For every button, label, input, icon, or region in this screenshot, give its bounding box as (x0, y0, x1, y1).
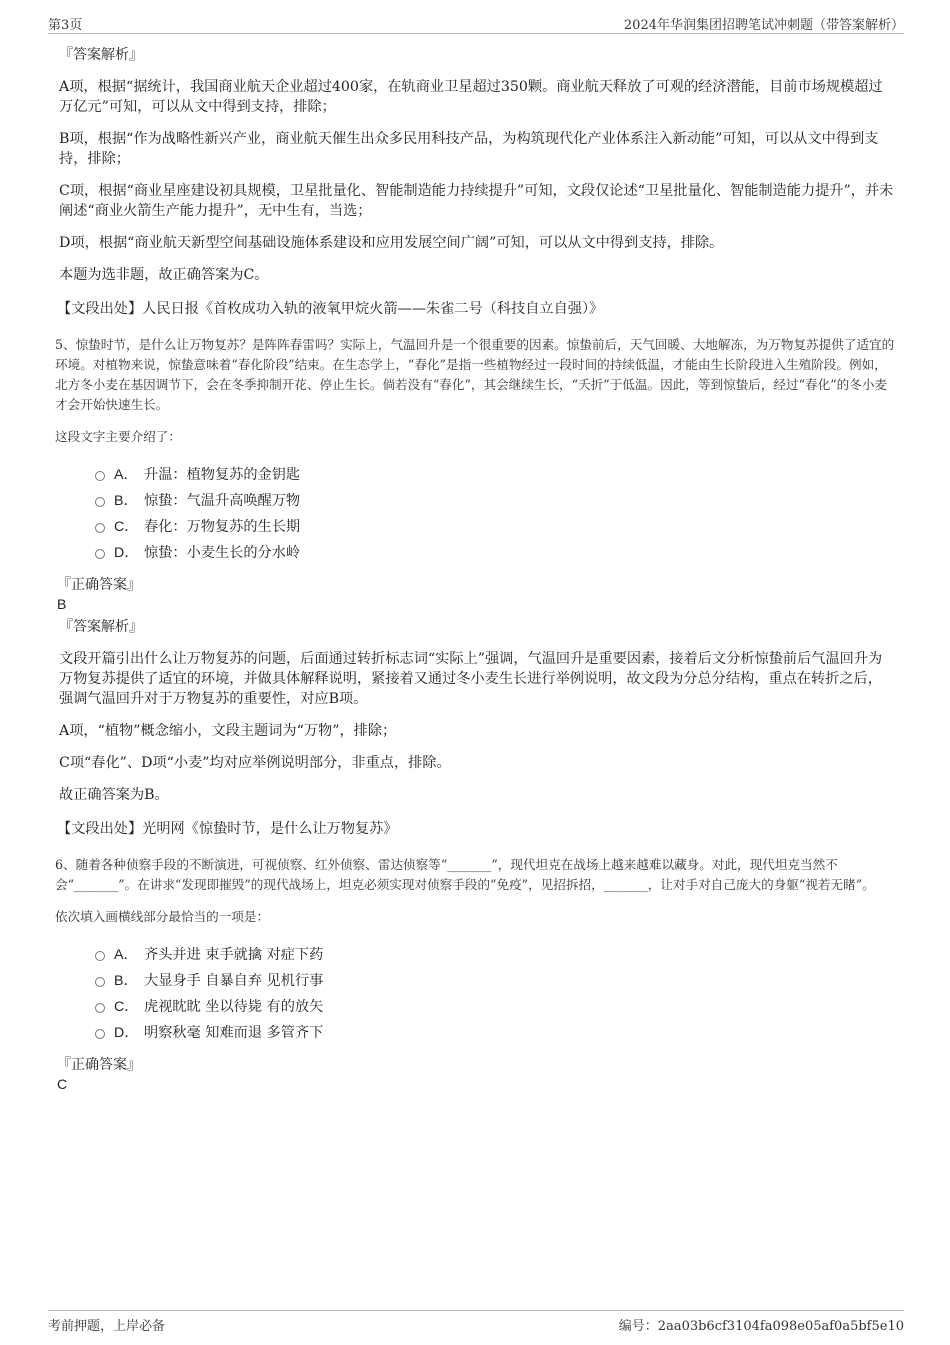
q6-answer-label: 『正确答案』 (57, 1057, 141, 1073)
q4-explain-c: C项，根据“商业星座建设初具规模，卫星批量化、智能制造能力持续提升”可知，文段仅论述“卫星批量化、智能制造能力提升”，并未阐述“商业火箭生产能力提升”，无中生有，当选； (59, 183, 894, 219)
q5-option-d[interactable]: D． 惊蛰：小麦生长的分水岭 (95, 539, 895, 565)
q5-source: 【文段出处】光明网《惊蛰时节，是什么让万物复苏》 (57, 821, 398, 837)
q6-option-b[interactable]: B． 大显身手 自暴自弃 见机行事 (95, 967, 895, 993)
q5-options (55, 461, 895, 565)
radio-icon[interactable] (95, 523, 105, 533)
q5-explain-main: 文段开篇引出什么让万物复苏的问题，后面通过转折标志词“实际上”强调，气温回升是重要因素，接着后文分析惊蛰前后气温回升为万物复苏提供了适宜的环境，并做具体解释说明，紧接着又通过冬小麦生长进行举例说明，故文段为分总分结构，重点在转折之后，强调气温回升对于万物复苏的重要性，对应B项。 (59, 651, 883, 707)
q5-answer: B (57, 596, 67, 612)
page-header (48, 12, 904, 34)
q4-source: 【文段出处】人民日报《首枚成功入轨的液氧甲烷火箭——朱雀二号（科技自立自强）》 (57, 301, 604, 317)
q5-question: 5、惊蛰时节，是什么让万物复苏？是阵阵春雷吗？实际上，气温回升是一个很重要的因素。惊蛰前后，天气回暖、大地解冻，为万物复苏提供了适宜的环境。对植物来说，惊蛰意味着“春化阶段”结束。在生态学上，“春化”是指一些植物经过一段时间的持续低温，才能由生长阶段进入生殖阶段。例如，北方冬小麦在基因调节下，会在冬季抑制开花、停止生长。倘若没有“春化”，其会继续生长，“夭折”于低温。因此，等到惊蛰后，经过“春化”的冬小麦才会开始快速生长。 (55, 337, 895, 412)
q4-explain-b: B项，根据“作为战略性新兴产业，商业航天催生出众多民用科技产品，为构筑现代化产业体系注入新动能”可知，可以从文中得到支持，排除； (59, 131, 879, 167)
radio-icon[interactable] (95, 497, 105, 507)
q6-option-c[interactable]: C． 虎视眈眈 坐以待毙 有的放矢 (95, 993, 895, 1019)
page-number: 第3页 (48, 18, 83, 33)
q5-answer-label: 『正确答案』 (57, 577, 141, 593)
q5-explain-a: A项，“植物”概念缩小，文段主题词为“万物”，排除； (59, 723, 397, 739)
radio-icon[interactable] (95, 977, 105, 987)
document-title: 2024年华润集团招聘笔试冲刺题（带答案解析） (623, 18, 904, 33)
radio-icon[interactable] (95, 1003, 105, 1013)
q6-option-a[interactable]: A． 齐头并进 束手就擒 对症下药 (95, 941, 895, 967)
q5-prompt: 这段文字主要介绍了： (55, 429, 181, 444)
document-id: 编号：2aa03b6cf3104fa098e05af0a5bf5e10 (618, 1319, 904, 1334)
q5-option-a[interactable]: A． 升温：植物复苏的金钥匙 (95, 461, 895, 487)
q6-prompt: 依次填入画横线部分最恰当的一项是： (55, 909, 270, 924)
radio-icon[interactable] (95, 951, 105, 961)
q5-explain-label: 『答案解析』 (59, 619, 143, 635)
q4-explain-d: D项，根据“商业航天新型空间基础设施体系建设和应用发展空间广阔”可知，可以从文中得到支持，排除。 (59, 235, 724, 251)
q6-options (55, 941, 895, 1045)
q6-question: 6、随着各种侦察手段的不断演进，可视侦察、红外侦察、雷达侦察等“_______”，现代坦克在战场上越来越难以藏身。对此，现代坦克当然不会“_______”。在讲求“发现即摧毁”的现代战场上，坦克必须实现对侦察手段的“免疫”，见招拆招，_______，让对手对自己庞大的身躯“视若无睹”。 (55, 857, 875, 892)
radio-icon[interactable] (95, 549, 105, 559)
q5-option-b[interactable]: B． 惊蛰：气温升高唤醒万物 (95, 487, 895, 513)
main-content (55, 45, 895, 1093)
radio-icon[interactable] (95, 471, 105, 481)
q6-option-d[interactable]: D． 明察秋毫 知难而退 多管齐下 (95, 1019, 895, 1045)
q5-option-c[interactable]: C． 春化：万物复苏的生长期 (95, 513, 895, 539)
q6-answer: C (57, 1076, 68, 1092)
q4-explain-a: A项，根据“据统计，我国商业航天企业超过400家，在轨商业卫星超过350颗。商业航天释放了可观的经济潜能，目前市场规模超过万亿元”可知，可以从文中得到支持，排除； (59, 79, 883, 115)
page-footer (48, 1310, 904, 1334)
q4-explain-label: 『答案解析』 (59, 47, 143, 63)
radio-icon[interactable] (95, 1029, 105, 1039)
q5-conclusion: 故正确答案为B。 (59, 787, 169, 803)
q4-conclusion: 本题为选非题，故正确答案为C。 (59, 267, 269, 283)
footer-slogan: 考前押题，上岸必备 (48, 1319, 166, 1334)
q5-explain-cd: C项“春化”、D项“小麦”均对应举例说明部分，非重点，排除。 (59, 755, 451, 771)
